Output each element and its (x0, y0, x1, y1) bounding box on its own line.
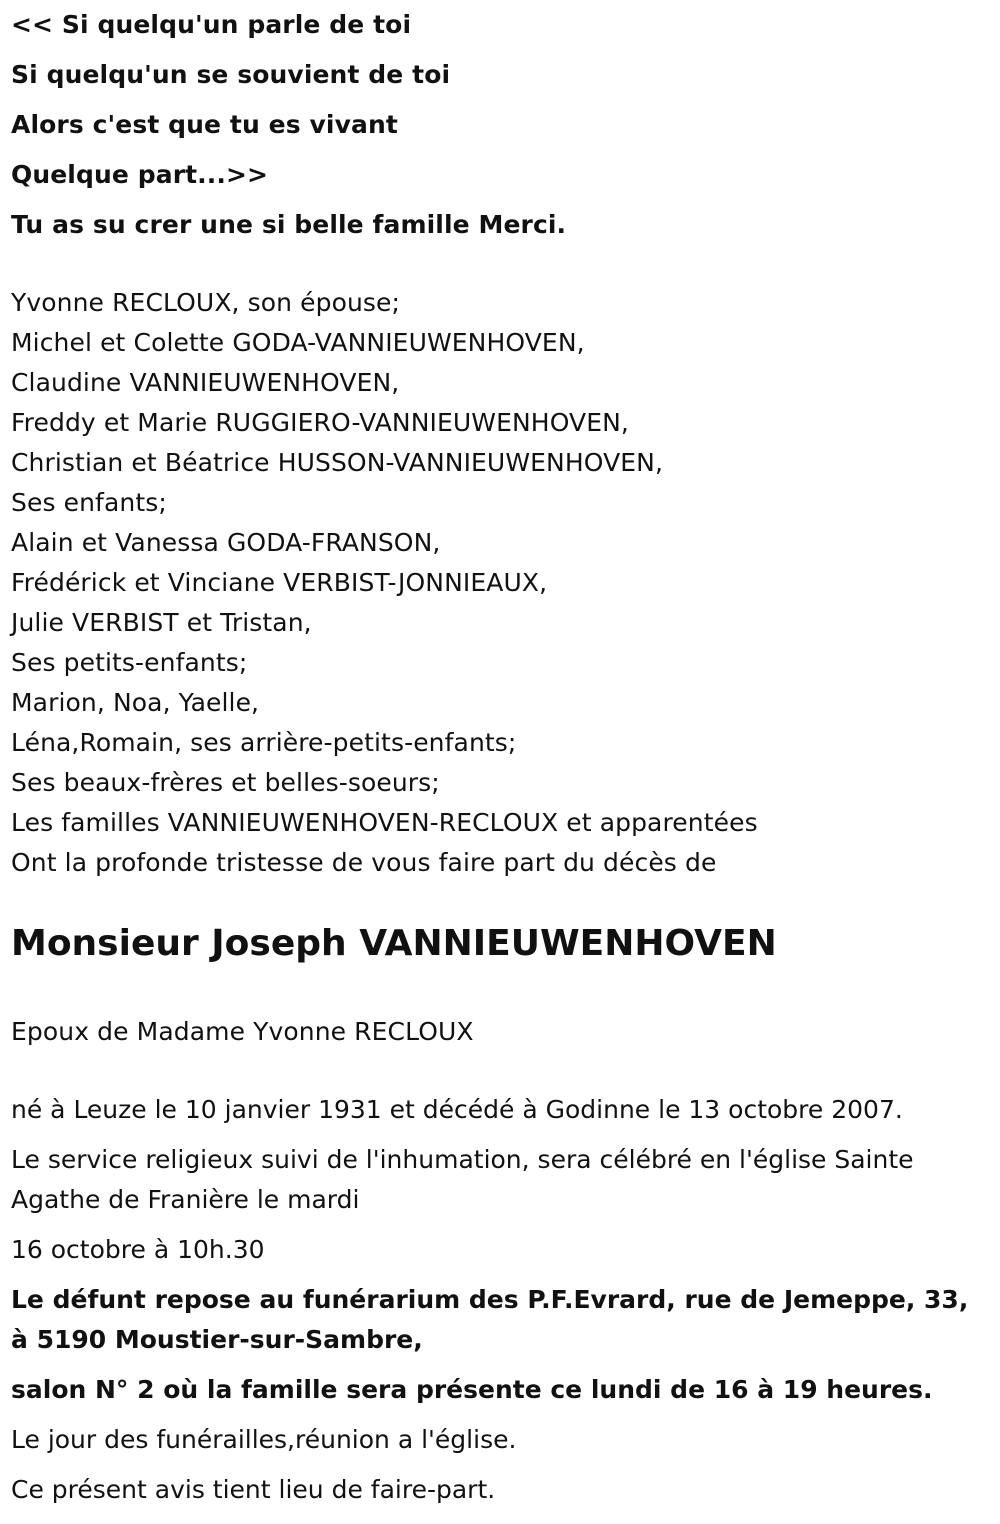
family-line: Les familles VANNIEUWENHOVEN-RECLOUX et apparentées (11, 808, 758, 837)
poem-line: Alors c'est que tu es vivant (11, 110, 398, 139)
family-line: Christian et Béatrice HUSSON-VANNIEUWENHOVEN, (11, 448, 664, 477)
poem-line: Tu as su crer une si belle famille Merci. (11, 210, 567, 239)
repose-text: Le défunt repose au funérarium des P.F.Evrard, rue de Jemeppe, 33, à 5190 Moustier-sur-Sambre, (11, 1285, 969, 1354)
family-line: Ses enfants; (11, 488, 167, 517)
family-line: Alain et Vanessa GODA-FRANSON, (11, 528, 441, 557)
family-line: Julie VERBIST et Tristan, (11, 608, 312, 637)
family-line: Claudine VANNIEUWENHOVEN, (11, 368, 400, 397)
birth-death-text: né à Leuze le 10 janvier 1931 et décédé à Godinne le 13 octobre 2007. (11, 1095, 903, 1124)
poem-line: Si quelqu'un se souvient de toi (11, 60, 451, 89)
details-block (11, 1090, 986, 1520)
service-text: Le service religieux suivi de l'inhumation, sera célébré en l'église Sainte Agathe de Franière le mardi (11, 1145, 914, 1214)
salon-text: salon N° 2 où la famille sera présente ce lundi de 16 à 19 heures. (11, 1375, 933, 1404)
poem-line: Quelque part...>> (11, 160, 269, 189)
family-line: Yvonne RECLOUX, son épouse; (11, 288, 401, 317)
family-line: Ont la profonde tristesse de vous faire part du décès de (11, 848, 717, 877)
family-line: Frédérick et Vinciane VERBIST-JONNIEAUX, (11, 568, 548, 597)
family-line: Léna,Romain, ses arrière-petits-enfants; (11, 728, 517, 757)
family-line: Ses petits-enfants; (11, 648, 248, 677)
reunion-text: Le jour des funérailles,réunion a l'église. (11, 1425, 517, 1454)
deceased-name: Monsieur Joseph VANNIEUWENHOVEN (11, 923, 777, 964)
service-date-text: 16 octobre à 10h.30 (11, 1235, 265, 1264)
family-line: Ses beaux-frères et belles-soeurs; (11, 768, 440, 797)
poem-block (11, 7, 566, 257)
poem-line: << Si quelqu'un parle de toi (11, 10, 412, 39)
spouse-line: Epoux de Madame Yvonne RECLOUX (11, 1017, 474, 1046)
family-line: Freddy et Marie RUGGIERO-VANNIEUWENHOVEN, (11, 408, 629, 437)
family-list (11, 283, 758, 883)
family-line: Michel et Colette GODA-VANNIEUWENHOVEN, (11, 328, 585, 357)
notice-text: Ce présent avis tient lieu de faire-part. (11, 1475, 496, 1504)
family-line: Marion, Noa, Yaelle, (11, 688, 260, 717)
